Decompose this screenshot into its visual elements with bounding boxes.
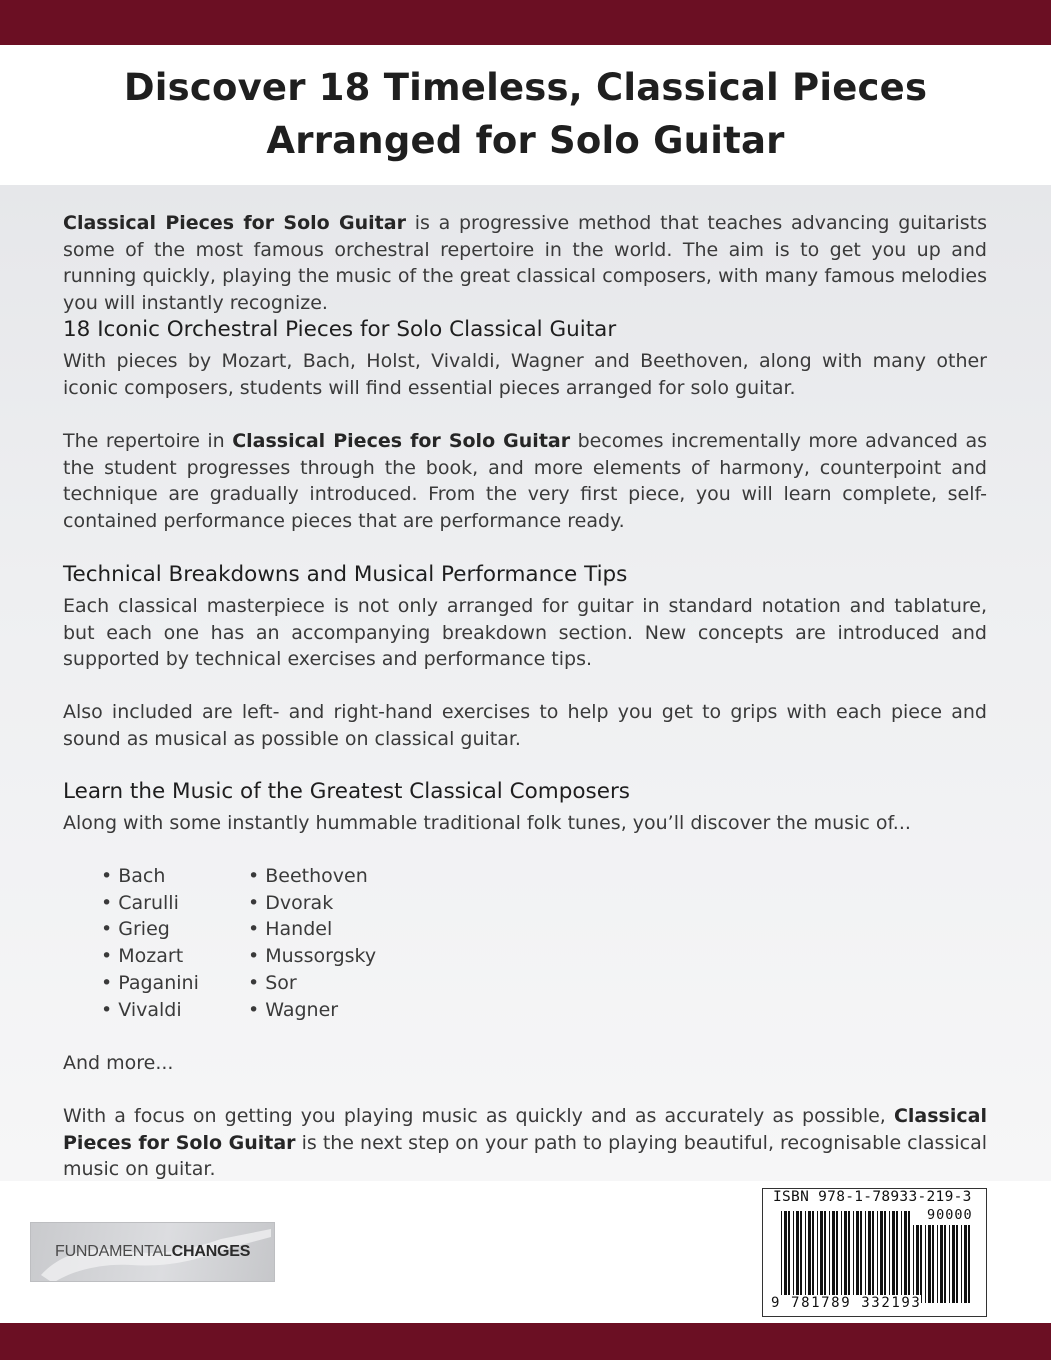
barcode-bar bbox=[796, 1211, 799, 1303]
section3-intro-block bbox=[63, 810, 987, 837]
closing-paragraph-block bbox=[63, 1103, 987, 1183]
barcode-bar bbox=[956, 1225, 958, 1303]
barcode-digits: 9 781789 332193 bbox=[771, 1295, 922, 1311]
page-title bbox=[0, 45, 1051, 167]
section1-para1-block bbox=[63, 348, 987, 401]
composer-item: • Handel bbox=[248, 916, 376, 943]
barcode-bar bbox=[793, 1211, 794, 1303]
barcode-bar bbox=[808, 1211, 811, 1303]
barcode-bar bbox=[880, 1211, 883, 1303]
barcode-bar bbox=[841, 1211, 842, 1303]
section1-para2 bbox=[63, 428, 987, 535]
barcode-bar bbox=[829, 1211, 830, 1303]
closing-after: is the next step on your path to playing beautiful, recognisable classical music on guitar. bbox=[63, 1131, 987, 1181]
barcode-bar bbox=[908, 1211, 910, 1303]
section2-para1-block bbox=[63, 593, 987, 673]
barcode-bar bbox=[865, 1211, 866, 1303]
and-more-block bbox=[63, 1050, 987, 1077]
section1-para1: With pieces by Mozart, Bach, Holst, Vivaldi, Wagner and Beethoven, along with many other iconic composers, students will find essential pieces arranged for solo guitar. bbox=[63, 350, 987, 399]
section3-intro: Along with some instantly hummable traditional folk tunes, you’ll discover the music of... bbox=[63, 812, 911, 834]
barcode-bar bbox=[848, 1211, 850, 1303]
logo-text-part1: FUNDAMENTAL bbox=[55, 1243, 172, 1260]
and-more: And more... bbox=[63, 1052, 174, 1074]
section1-book-title: Classical Pieces for Solo Guitar bbox=[232, 430, 571, 452]
barcode-bar bbox=[868, 1211, 871, 1303]
closing-before: With a focus on getting you playing music as quickly and as accurately as possible, bbox=[63, 1105, 886, 1127]
barcode-bar bbox=[964, 1225, 967, 1303]
barcode-bar bbox=[836, 1211, 838, 1303]
barcode-bar bbox=[832, 1211, 835, 1303]
barcode-bar bbox=[853, 1211, 854, 1303]
barcode-bar bbox=[925, 1225, 926, 1303]
title-line-2: Arranged for Solo Guitar bbox=[266, 119, 785, 162]
barcode-bar bbox=[896, 1211, 898, 1303]
section-composers bbox=[63, 777, 987, 807]
barcode-bar bbox=[892, 1211, 895, 1303]
composer-item: • Sor bbox=[248, 970, 376, 997]
barcode-bar bbox=[916, 1225, 919, 1303]
isbn-label: ISBN 978-1-78933-219-3 bbox=[773, 1189, 972, 1205]
barcode-bar bbox=[860, 1211, 862, 1303]
top-band bbox=[0, 0, 1051, 45]
publisher-logo bbox=[30, 1222, 275, 1282]
barcode-bar bbox=[788, 1211, 790, 1303]
barcode-bar bbox=[904, 1211, 907, 1303]
barcode-bar bbox=[920, 1225, 922, 1303]
barcode-bar bbox=[901, 1211, 902, 1303]
section-heading-composers: Learn the Music of the Greatest Classical Composers bbox=[63, 779, 630, 804]
barcode-bar bbox=[889, 1211, 890, 1303]
composer-item: • Mozart bbox=[101, 943, 199, 970]
closing-book-title: Classical Pieces for Solo Guitar bbox=[63, 1105, 987, 1154]
section-technical bbox=[63, 560, 987, 590]
section-heading-iconic: 18 Iconic Orchestral Pieces for Solo Classical Guitar bbox=[63, 317, 617, 342]
barcode-bar bbox=[928, 1225, 931, 1303]
composer-item: • Mussorgsky bbox=[248, 943, 376, 970]
barcode-addon-label: 90000 bbox=[927, 1207, 973, 1223]
barcode-addon-bars bbox=[913, 1225, 975, 1303]
barcode-bar bbox=[913, 1225, 914, 1303]
section2-para2: Also included are left- and right-hand exercises to help you get to grips with each piece and sound as musical as possible on classical guitar. bbox=[63, 701, 987, 750]
barcode-bar bbox=[817, 1211, 818, 1303]
barcode-bar bbox=[824, 1211, 826, 1303]
composer-column-2 bbox=[248, 863, 376, 1023]
section1-para2-after: becomes incrementally more advanced as the student progresses through the book, and more elements of harmony, counterpoint and technique are gradually introduced. From the very first piece, you will learn complete, self-contained performance pieces that are performance ready. bbox=[63, 430, 987, 533]
barcode-bar bbox=[872, 1211, 874, 1303]
composer-item: • Beethoven bbox=[248, 863, 376, 890]
barcode-bar bbox=[812, 1211, 814, 1303]
barcode-bar bbox=[781, 1211, 782, 1303]
section-heading-technical: Technical Breakdowns and Musical Performance Tips bbox=[63, 562, 628, 587]
barcode-bar bbox=[968, 1225, 970, 1303]
barcode-bar bbox=[800, 1211, 802, 1303]
intro-paragraph bbox=[63, 210, 987, 317]
logo-text bbox=[55, 1243, 250, 1261]
barcode-bar bbox=[952, 1225, 955, 1303]
barcode-bar bbox=[784, 1211, 787, 1303]
barcode-bar bbox=[877, 1211, 878, 1303]
barcode-bar bbox=[844, 1211, 847, 1303]
isbn-barcode bbox=[762, 1188, 987, 1317]
barcode-bar bbox=[805, 1211, 806, 1303]
section2-para2-block bbox=[63, 699, 987, 752]
composer-item: • Carulli bbox=[101, 890, 199, 917]
composer-item: • Bach bbox=[101, 863, 199, 890]
composer-column-1 bbox=[101, 863, 199, 1023]
barcode-bar bbox=[932, 1225, 934, 1303]
closing-paragraph bbox=[63, 1103, 987, 1183]
bottom-band bbox=[0, 1323, 1051, 1360]
barcode-bars bbox=[781, 1211, 911, 1303]
header bbox=[0, 45, 1051, 185]
barcode-bar bbox=[820, 1211, 823, 1303]
barcode-bar bbox=[961, 1225, 962, 1303]
barcode-bar bbox=[856, 1211, 859, 1303]
composer-item: • Paganini bbox=[101, 970, 199, 997]
section1-para2-block bbox=[63, 428, 987, 535]
barcode-bar bbox=[940, 1225, 943, 1303]
composer-item: • Vivaldi bbox=[101, 997, 199, 1024]
section2-para1: Each classical masterpiece is not only arranged for guitar in standard notation and tablature, but each one has an accompanying breakdown section. New concepts are introduced and supported by technical exercises and performance tips. bbox=[63, 595, 987, 671]
intro-book-title: Classical Pieces for Solo Guitar bbox=[63, 212, 406, 234]
composer-item: • Dvorak bbox=[248, 890, 376, 917]
section1-para2-before: The repertoire in bbox=[63, 430, 225, 452]
section-iconic-pieces bbox=[63, 315, 987, 345]
barcode-bar bbox=[944, 1225, 946, 1303]
composer-item: • Grieg bbox=[101, 916, 199, 943]
barcode-bar bbox=[949, 1225, 950, 1303]
barcode-bar bbox=[884, 1211, 886, 1303]
title-line-1: Discover 18 Timeless, Classical Pieces bbox=[123, 66, 928, 109]
composer-item: • Wagner bbox=[248, 997, 376, 1024]
logo-text-part2: CHANGES bbox=[171, 1243, 251, 1260]
barcode-bar bbox=[937, 1225, 938, 1303]
intro-text: is a progressive method that teaches advancing guitarists some of the most famous orchestral repertoire in the world. The aim is to get you up and running quickly, playing the music of the great classical composers, with many famous melodies you will instantly recognize. bbox=[63, 212, 988, 315]
